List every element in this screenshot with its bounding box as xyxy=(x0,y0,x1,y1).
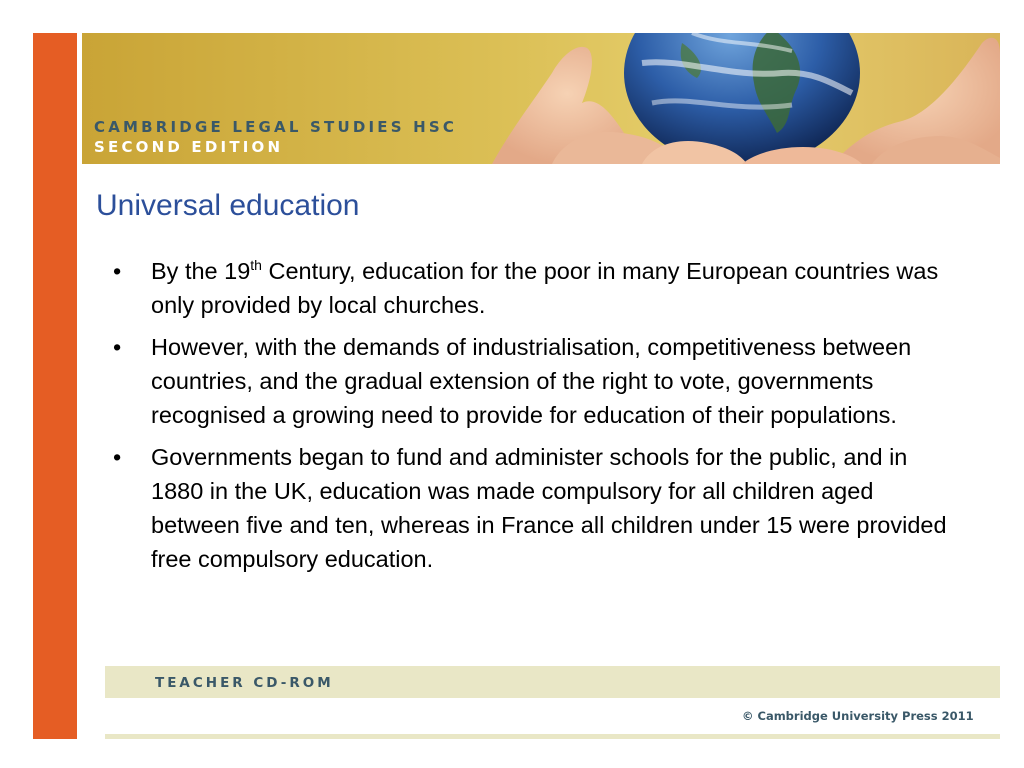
bullet-text-prefix: By the 19 xyxy=(151,258,251,284)
bullet-text: However, with the demands of industrialisation, competitiveness between countries, and the gradual extension of the right to vote, governments recognised a growing need to provide for education of their populations. xyxy=(151,334,912,428)
bullet-dot-icon: • xyxy=(113,258,122,284)
globe-in-hands-image xyxy=(492,33,1000,164)
bullet-item xyxy=(110,254,960,322)
banner-subtitle: SECOND EDITION xyxy=(94,138,284,156)
bullet-dot-icon: • xyxy=(113,444,122,470)
footer-rule xyxy=(105,734,1000,739)
slide-title: Universal education xyxy=(96,189,360,222)
bullet-list xyxy=(110,254,960,584)
bullet-item xyxy=(110,440,960,576)
bullet-dot-icon: • xyxy=(113,334,122,360)
banner-title: CAMBRIDGE LEGAL STUDIES HSC xyxy=(94,118,458,136)
bullet-text: Governments began to fund and administer schools for the public, and in 1880 in the UK, education was made compulsory for all children aged between five and ten, whereas in France all children under 15 were provided free compulsory education. xyxy=(151,444,947,572)
bullet-text: Century, education for the poor in many European countries was only provided by local churches. xyxy=(151,258,939,318)
header-banner xyxy=(82,33,1000,164)
bullet-superscript: th xyxy=(250,257,262,274)
footer-label: TEACHER CD-ROM xyxy=(155,675,334,691)
orange-side-bar xyxy=(33,33,77,739)
bullet-item xyxy=(110,330,960,432)
footer-band xyxy=(105,666,1000,698)
copyright-notice: © Cambridge University Press 2011 xyxy=(742,709,974,723)
